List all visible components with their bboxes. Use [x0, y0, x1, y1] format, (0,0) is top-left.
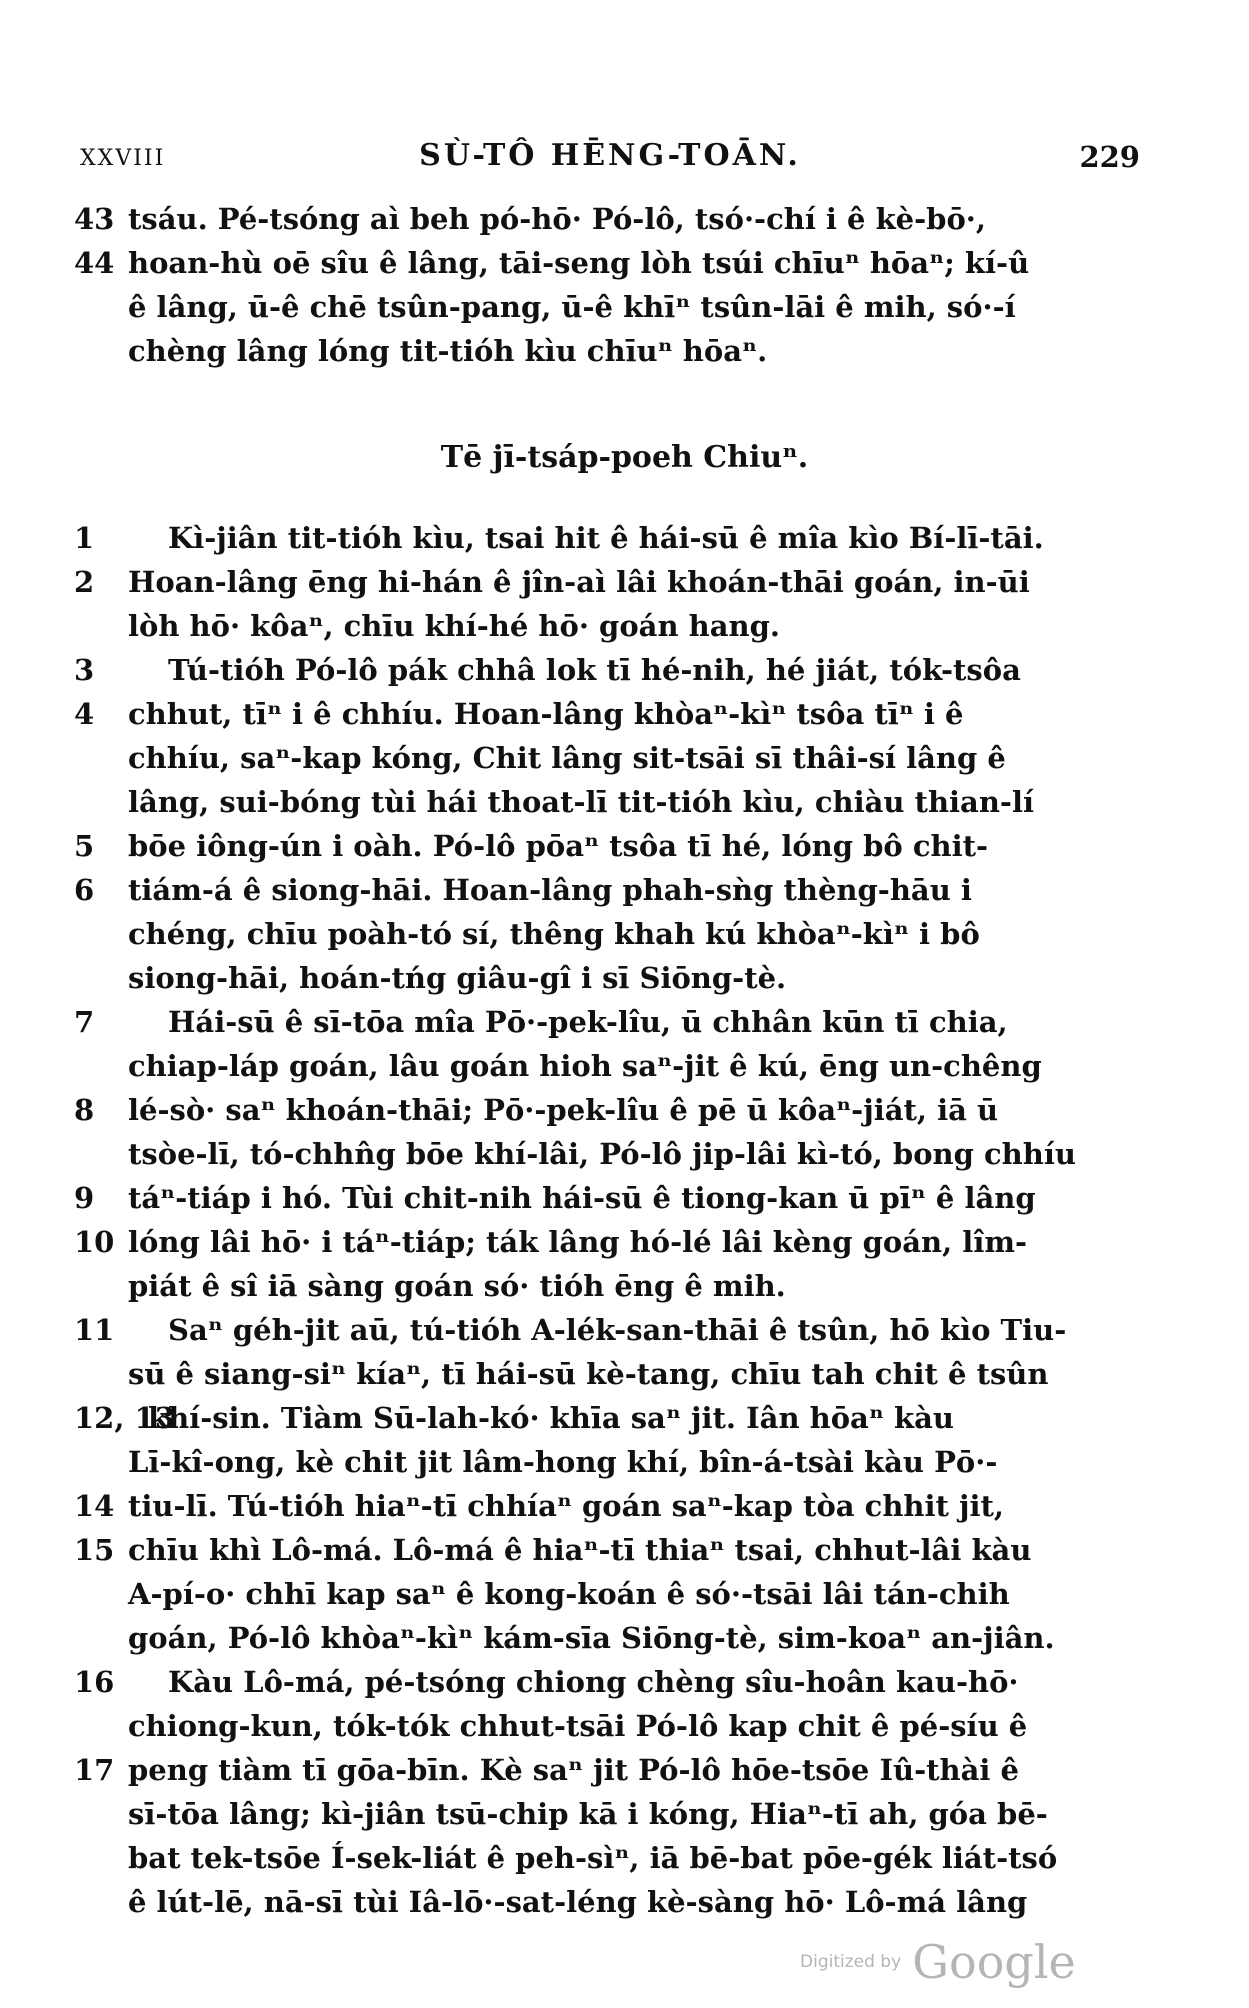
line-text: táⁿ-tiáp i hó. Tùi chit-nih hái-sū ê tiong-kan ū pīⁿ ê lâng	[128, 1181, 1036, 1215]
line-text: tiu-lī. Tú-tióh hiaⁿ-tī chhíaⁿ goán saⁿ-kap tòa chhit jit,	[128, 1489, 1005, 1523]
text-line	[0, 1396, 1249, 1440]
text-line	[0, 604, 1249, 648]
text-line	[0, 1704, 1249, 1748]
text-line	[0, 1616, 1249, 1660]
text-line	[0, 516, 1249, 560]
page-number: 229	[1079, 140, 1140, 174]
line-text: bat tek-tsōe Í-sek-liát ê peh-sìⁿ, iā bē-bat pōe-gék liát-tsó	[128, 1841, 1058, 1875]
line-text: hoan-hù oē sîu ê lâng, tāi-seng lòh tsúi chīuⁿ hōaⁿ; kí-û	[128, 246, 1030, 280]
verse-number: 12, 13	[74, 1401, 175, 1435]
line-text: chhut, tīⁿ i ê chhíu. Hoan-lâng khòaⁿ-kìⁿ tsôa tīⁿ i ê	[128, 697, 964, 731]
text-line	[0, 1748, 1249, 1792]
verse-number: 44	[74, 246, 115, 280]
header-title: SÙ-TÔ HĒNG-TOĀN.	[419, 138, 801, 173]
running-header	[80, 138, 1140, 178]
text-line	[0, 1352, 1249, 1396]
verse-number: 43	[74, 202, 115, 236]
line-text: chhíu, saⁿ-kap kóng, Chit lâng sit-tsāi sī thâi-sí lâng ê	[128, 741, 1006, 775]
line-text: tsáu. Pé-tsóng aì beh pó-hō· Pó-lô, tsó·-chí i ê kè-bō·,	[128, 202, 986, 236]
line-text: Tú-tióh Pó-lô pák chhâ lok tī hé-nih, hé jiát, tók-tsôa	[168, 653, 1021, 687]
google-logo: Google	[912, 1935, 1076, 1989]
header-roman-numeral: XXVIII	[80, 146, 166, 171]
line-text: A-pí-o· chhī kap saⁿ ê kong-koán ê só·-tsāi lâi tán-chih	[128, 1577, 1010, 1611]
text-line	[0, 1044, 1249, 1088]
line-text: peng tiàm tī gōa-bīn. Kè saⁿ jit Pó-lô hōe-tsōe Iû-thài ê	[128, 1753, 1019, 1787]
line-text: ê lút-lē, nā-sī tùi Iâ-lō·-sat-léng kè-sàng hō· Lô-má lâng	[128, 1885, 1028, 1919]
verse-number: 3	[74, 653, 95, 687]
text-line	[0, 1440, 1249, 1484]
text-line	[0, 1836, 1249, 1880]
verse-number: 15	[74, 1533, 115, 1567]
line-text: chéng, chīu poàh-tó sí, thêng khah kú khòaⁿ-kìⁿ i bô	[128, 917, 980, 951]
text-line	[0, 648, 1249, 692]
line-text: sū ê siang-siⁿ kíaⁿ, tī hái-sū kè-tang, chīu tah chit ê tsûn	[128, 1357, 1049, 1391]
text-line	[0, 1880, 1249, 1924]
verse-number: 5	[74, 829, 95, 863]
digitized-by-google-watermark	[800, 1935, 1076, 1989]
text-line	[0, 692, 1249, 736]
text-line	[0, 560, 1249, 604]
text-line	[0, 1220, 1249, 1264]
digitized-label: Digitized by	[800, 1952, 902, 1972]
line-text: chèng lâng lóng tit-tióh kìu chīuⁿ hōaⁿ.	[128, 334, 768, 368]
line-text: lóng lâi hō· i táⁿ-tiáp; ták lâng hó-lé lâi kèng goán, lîm-	[128, 1225, 1028, 1259]
line-text: chiong-kun, tók-tók chhut-tsāi Pó-lô kap chit ê pé-síu ê	[128, 1709, 1028, 1743]
line-text: Hái-sū ê sī-tōa mîa Pō·-pek-lîu, ū chhân kūn tī chia,	[168, 1005, 1008, 1039]
text-line	[0, 824, 1249, 868]
line-text: khí-sin. Tiàm Sū-lah-kó· khīa saⁿ jit. Iân hōaⁿ kàu	[148, 1401, 954, 1435]
verse-number: 10	[74, 1225, 115, 1259]
verse-number: 7	[74, 1005, 95, 1039]
line-text: Kàu Lô-má, pé-tsóng chiong chèng sîu-hoân kau-hō·	[168, 1665, 1019, 1699]
line-text: sī-tōa lâng; kì-jiân tsū-chip kā i kóng, Hiaⁿ-tī ah, góa bē-	[128, 1797, 1048, 1831]
text-line	[0, 1308, 1249, 1352]
verse-number: 11	[74, 1313, 115, 1347]
text-line	[0, 1572, 1249, 1616]
text-line	[0, 780, 1249, 824]
text-line	[0, 1792, 1249, 1836]
line-text: Lī-kî-ong, kè chit jit lâm-hong khí, bîn-á-tsài kàu Pō·-	[128, 1445, 998, 1479]
text-line	[0, 956, 1249, 1000]
verse-number: 1	[74, 521, 95, 555]
line-text: tiám-á ê siong-hāi. Hoan-lâng phah-sǹg thèng-hāu i	[128, 873, 972, 907]
verse-number: 17	[74, 1753, 115, 1787]
line-text: siong-hāi, hoán-tńg giâu-gî i sī Siōng-tè.	[128, 961, 787, 995]
line-text: lé-sò· saⁿ khoán-thāi; Pō·-pek-lîu ê pē ū kôaⁿ-jiát, iā ū	[128, 1093, 999, 1127]
line-text: lâng, sui-bóng tùi hái thoat-lī tit-tióh kìu, chiàu thian-lí	[128, 785, 1034, 819]
text-line	[0, 1528, 1249, 1572]
line-text: chiap-láp goán, lâu goán hioh saⁿ-jit ê kú, ēng un-chêng	[128, 1049, 1042, 1083]
verse-number: 14	[74, 1489, 115, 1523]
line-text: goán, Pó-lô khòaⁿ-kìⁿ kám-sīa Siōng-tè, sim-koaⁿ an-jiân.	[128, 1621, 1055, 1655]
text-line	[0, 285, 1249, 329]
line-text: ê lâng, ū-ê chē tsûn-pang, ū-ê khīⁿ tsûn-lāi ê mih, só·-í	[128, 290, 1016, 324]
verse-number: 6	[74, 873, 95, 907]
text-line	[0, 1660, 1249, 1704]
line-text: tsòe-lī, tó-chhn̂g bōe khí-lâi, Pó-lô jip-lâi kì-tó, bong chhíu	[128, 1137, 1076, 1171]
chapter-heading: Tē jī-tsáp-poeh Chiuⁿ.	[440, 440, 809, 475]
line-text: Hoan-lâng ēng hi-hán ê jîn-aì lâi khoán-thāi goán, in-ūi	[128, 565, 1030, 599]
verse-number: 8	[74, 1093, 95, 1127]
text-line	[0, 912, 1249, 956]
text-line	[0, 1484, 1249, 1528]
verse-number: 2	[74, 565, 95, 599]
text-line	[0, 1088, 1249, 1132]
text-line	[0, 1132, 1249, 1176]
text-line	[0, 329, 1249, 373]
line-text: bōe iông-ún i oàh. Pó-lô pōaⁿ tsôa tī hé, lóng bô chit-	[128, 829, 989, 863]
text-line	[0, 736, 1249, 780]
verse-number: 16	[74, 1665, 115, 1699]
text-line	[0, 1000, 1249, 1044]
text-line	[0, 1176, 1249, 1220]
text-line	[0, 868, 1249, 912]
text-line	[0, 241, 1249, 285]
line-text: piát ê sî iā sàng goán só· tióh ēng ê mih.	[128, 1269, 786, 1303]
line-text: Saⁿ géh-jit aū, tú-tióh A-lék-san-thāi ê tsûn, hō kìo Tiu-	[168, 1313, 1067, 1347]
line-text: Kì-jiân tit-tióh kìu, tsai hit ê hái-sū ê mîa kìo Bí-lī-tāi.	[168, 521, 1044, 555]
text-line	[0, 197, 1249, 241]
line-text: chīu khì Lô-má. Lô-má ê hiaⁿ-tī thiaⁿ tsai, chhut-lâi kàu	[128, 1533, 1032, 1567]
text-line	[0, 1264, 1249, 1308]
line-text: lòh hō· kôaⁿ, chīu khí-hé hō· goán hang.	[128, 609, 780, 643]
verse-number: 4	[74, 697, 95, 731]
verse-number: 9	[74, 1181, 95, 1215]
